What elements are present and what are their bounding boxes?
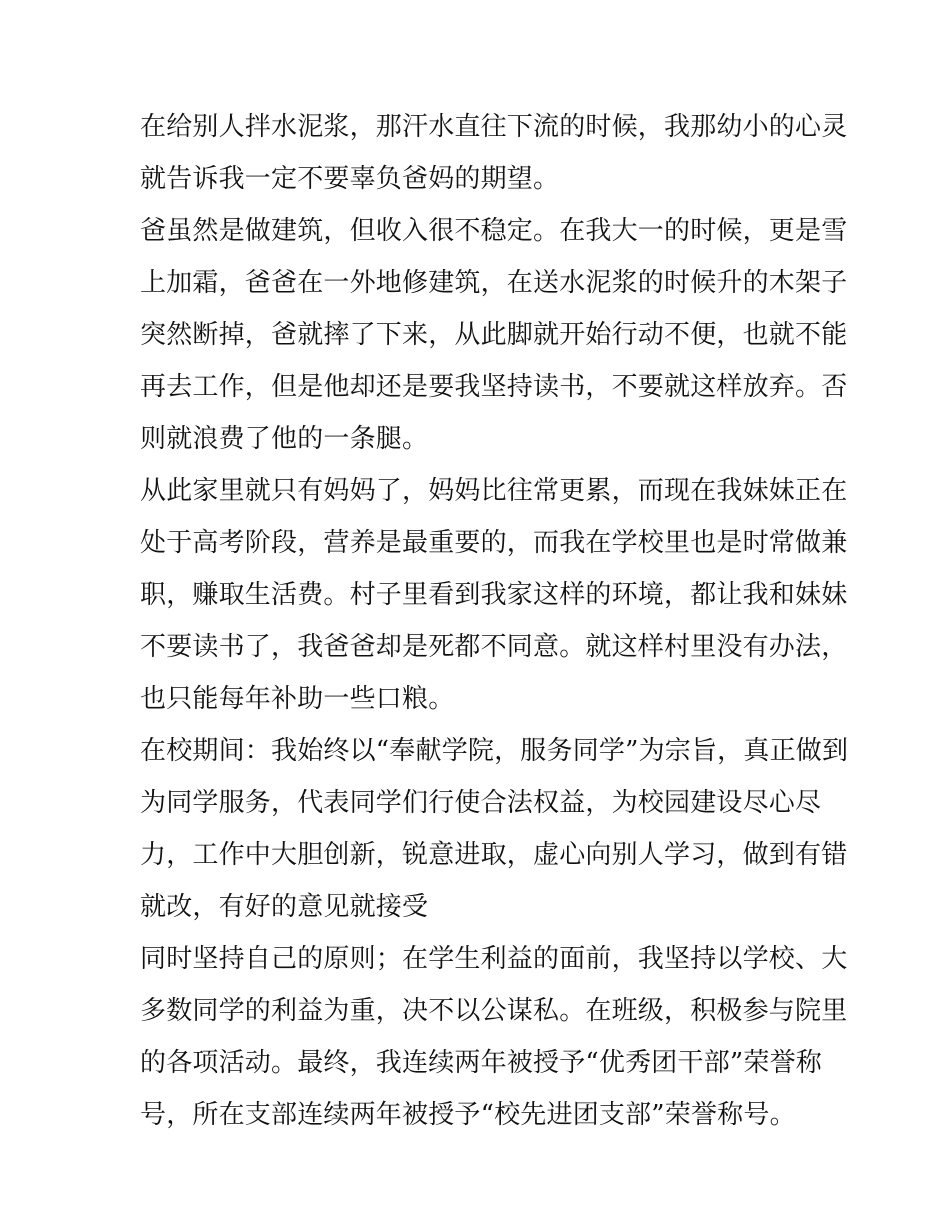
text-line: 号，所在支部连续两年被授予“校先进团支部”荣誉称号。 — [140, 1100, 796, 1130]
text-line: 就告诉我一定不要辜负爸妈的期望。 — [140, 164, 560, 194]
text-line: 则就浪费了他的一条腿。 — [140, 424, 429, 454]
text-line: 为同学服务，代表同学们行使合法权益，为校园建设尽心尽 — [140, 788, 822, 818]
text-line: 处于高考阶段，营养是最重要的，而我在学校里也是时常做兼 — [140, 528, 848, 558]
text-line: 也只能每年补助一些口粮。 — [140, 684, 455, 714]
text-line: 在给别人拌水泥浆，那汗水直往下流的时候，我那幼小的心灵 — [140, 112, 848, 142]
text-line: 的各项活动。最终，我连续两年被授予“优秀团干部”荣誉称 — [140, 1048, 822, 1078]
text-line: 力，工作中大胆创新，锐意进取，虚心向别人学习，做到有错 — [140, 840, 848, 870]
text-line: 就改，有好的意见就接受 — [140, 892, 429, 922]
text-line: 不要读书了，我爸爸却是死都不同意。就这样村里没有办法， — [140, 632, 848, 662]
text-line: 职，赚取生活费。村子里看到我家这样的环境，都让我和妹妹 — [140, 580, 848, 610]
text-line: 从此家里就只有妈妈了，妈妈比往常更累，而现在我妹妹正在 — [140, 476, 848, 506]
text-line: 多数同学的利益为重，决不以公谋私。在班级，积极参与院里 — [140, 996, 848, 1026]
text-line: 同时坚持自己的原则；在学生利益的面前，我坚持以学校、大 — [140, 944, 848, 974]
text-line: 上加霜，爸爸在一外地修建筑，在送水泥浆的时候升的木架子 — [140, 268, 848, 298]
text-line: 再去工作，但是他却还是要我坚持读书，不要就这样放弃。否 — [140, 372, 848, 402]
text-line: 爸虽然是做建筑，但收入很不稳定。在我大一的时候，更是雪 — [140, 216, 848, 246]
text-line: 在校期间：我始终以“奉献学院，服务同学”为宗旨，真正做到 — [140, 736, 849, 766]
text-line: 突然断掉，爸就摔了下来，从此脚就开始行动不便，也就不能 — [140, 320, 848, 350]
